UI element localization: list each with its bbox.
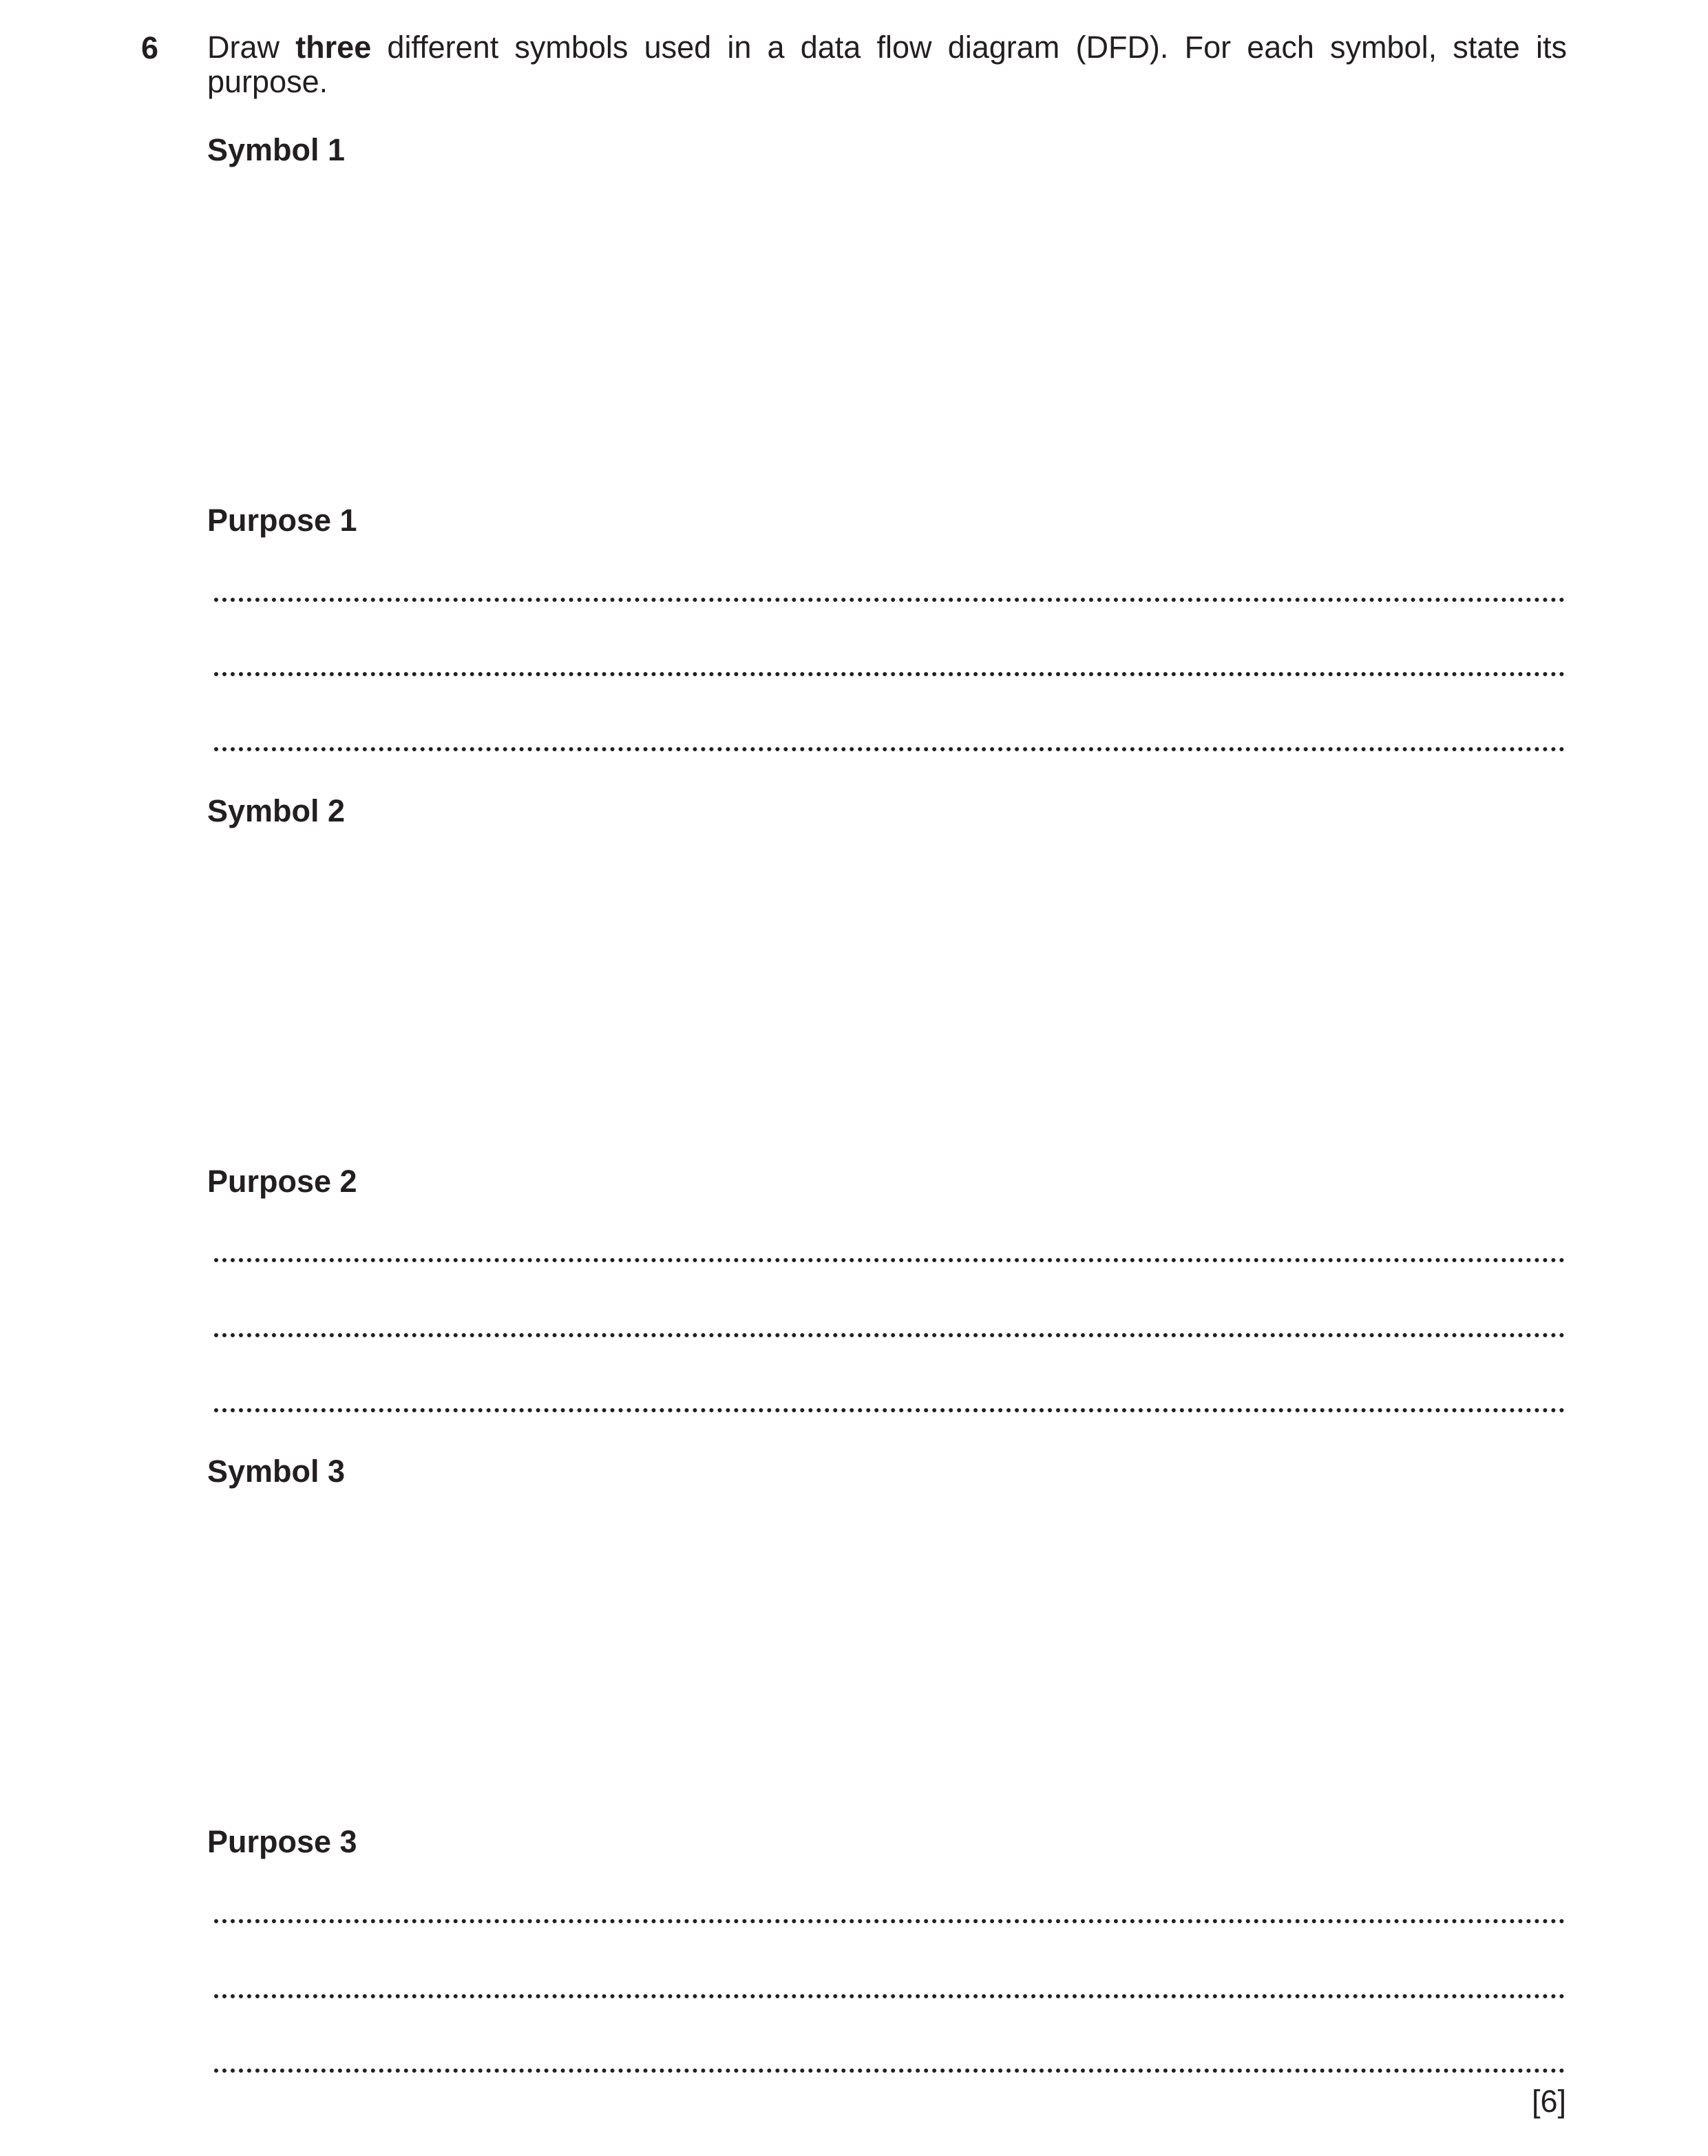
question-text xyxy=(207,30,1567,99)
purpose-1-answer-line-2[interactable] xyxy=(214,672,1565,676)
purpose-3-answer-line-2[interactable] xyxy=(214,1994,1565,1998)
question-number: 6 xyxy=(141,30,159,65)
question-text-end: different symbols used in a data flow diagram (DFD). For each symbol, state its purpose. xyxy=(207,30,1567,99)
purpose-2-label: Purpose 2 xyxy=(207,1164,357,1199)
purpose-2-answer-line-3[interactable] xyxy=(214,1408,1565,1412)
symbol-3-drawing-area[interactable] xyxy=(207,1502,1567,1812)
purpose-3-label: Purpose 3 xyxy=(207,1824,357,1859)
symbol-2-drawing-area[interactable] xyxy=(207,841,1567,1151)
question-text-start: Draw xyxy=(207,30,296,65)
purpose-2-answer-line-2[interactable] xyxy=(214,1333,1565,1337)
question-text-emphasis: three xyxy=(295,30,372,65)
symbol-3-label: Symbol 3 xyxy=(207,1454,346,1489)
purpose-1-answer-line-1[interactable] xyxy=(214,598,1565,602)
symbol-1-drawing-area[interactable] xyxy=(207,180,1567,490)
symbol-1-label: Symbol 1 xyxy=(207,132,346,167)
marks-total: [6] xyxy=(1531,2084,1566,2119)
purpose-2-answer-line-1[interactable] xyxy=(214,1258,1565,1262)
purpose-1-answer-line-3[interactable] xyxy=(214,747,1565,751)
purpose-3-answer-line-1[interactable] xyxy=(214,1919,1565,1923)
symbol-2-label: Symbol 2 xyxy=(207,793,346,828)
purpose-3-answer-line-3[interactable] xyxy=(214,2069,1565,2073)
purpose-1-label: Purpose 1 xyxy=(207,503,357,538)
